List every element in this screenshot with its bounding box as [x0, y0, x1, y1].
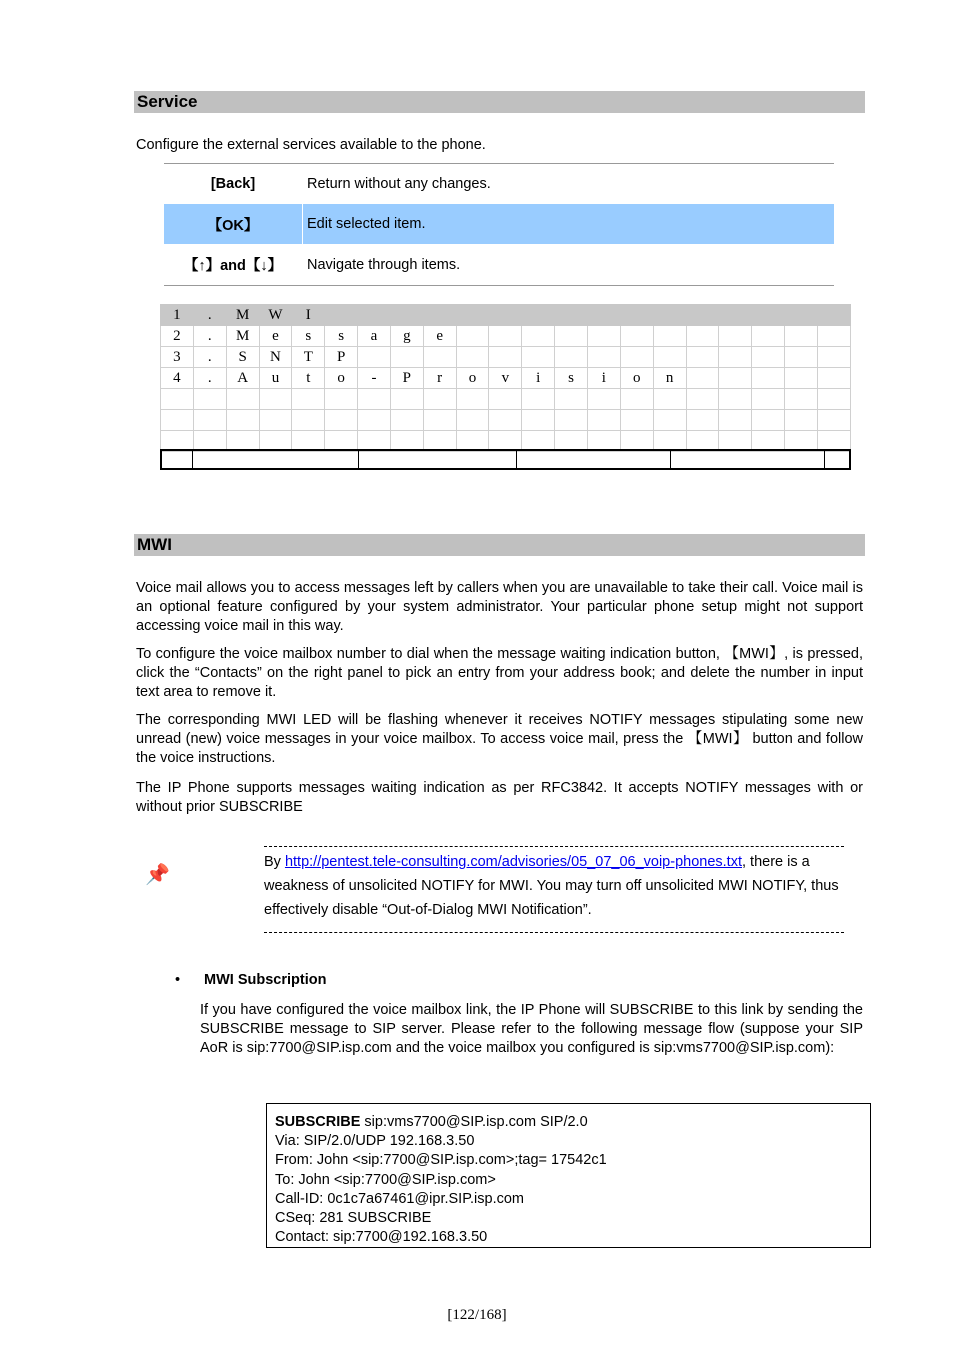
lcd-cell — [555, 389, 588, 410]
lcd-cell — [390, 305, 423, 326]
lcd-cell — [719, 347, 752, 368]
lcd-cell — [456, 326, 489, 347]
bullet-icon: • — [175, 972, 181, 988]
sip-message-box — [266, 1103, 871, 1248]
lcd-row — [161, 368, 851, 389]
lcd-cell — [161, 410, 194, 431]
advisory-link[interactable]: http://pentest.tele-consulting.com/advisories/05_07_06_voip-phones.txt — [284, 854, 742, 870]
lcd-cell — [752, 389, 785, 410]
key-back-desc: Return without any changes. — [307, 176, 491, 192]
lcd-cell — [522, 410, 555, 431]
lcd-cell — [719, 389, 752, 410]
lcd-cell: r — [423, 368, 456, 389]
key-row-navigate — [164, 244, 834, 285]
lcd-grid — [160, 304, 851, 452]
note-suffix: , there is a weakness of unsolicited NOTIFY for MWI. You may turn off unsolicited MWI NOTIFY, thus effectively disable “Out-of-Dialog MWI Notification”. — [264, 854, 839, 918]
code-line-7: Contact: sip:7700@192.168.3.50 — [275, 1229, 488, 1246]
lcd-cell — [489, 410, 522, 431]
lcd-cell: 4 — [161, 368, 194, 389]
lcd-row — [161, 326, 851, 347]
service-heading: Service — [137, 92, 198, 111]
key-table — [164, 163, 834, 286]
lcd-cell — [817, 305, 850, 326]
lcd-cell — [817, 389, 850, 410]
service-heading-bar — [134, 91, 865, 113]
lcd-cell — [193, 410, 226, 431]
lcd-cell: n — [653, 368, 686, 389]
lcd-cell — [752, 305, 785, 326]
lcd-cell: v — [489, 368, 522, 389]
lcd-cell — [686, 368, 719, 389]
lcd-cell: . — [193, 347, 226, 368]
lcd-cell — [587, 326, 620, 347]
lcd-cell — [358, 410, 391, 431]
lcd-cell — [226, 389, 259, 410]
code-line-6: CSeq: 281 SUBSCRIBE — [275, 1210, 432, 1227]
key-ok: 【OK】 — [207, 217, 259, 234]
lcd-cell: s — [292, 326, 325, 347]
lcd-cell — [686, 326, 719, 347]
lcd-cell: 3 — [161, 347, 194, 368]
lcd-cell — [686, 305, 719, 326]
lcd-cell — [653, 305, 686, 326]
lcd-cell — [193, 389, 226, 410]
lcd-cell: N — [259, 347, 292, 368]
lcd-cell — [522, 389, 555, 410]
key-row-ok — [164, 204, 834, 244]
lcd-cell: o — [325, 368, 358, 389]
lcd-cell — [653, 410, 686, 431]
lcd-cell — [325, 410, 358, 431]
lcd-cell — [390, 389, 423, 410]
lcd-cell: g — [390, 326, 423, 347]
mwi-paragraph-4: The IP Phone supports messages waiting indication as per RFC3842. It accepts NOTIFY messages with or without prior SUBSCRIBE — [136, 780, 863, 815]
lcd-cell — [456, 389, 489, 410]
lcd-cell — [752, 410, 785, 431]
lcd-cell: a — [358, 326, 391, 347]
lcd-cell — [456, 410, 489, 431]
code-line-4: To: John <sip:7700@SIP.isp.com> — [275, 1171, 496, 1188]
lcd-cell: . — [193, 368, 226, 389]
lcd-cell — [817, 326, 850, 347]
lcd-cell — [226, 410, 259, 431]
lcd-cell — [358, 389, 391, 410]
lcd-cell: T — [292, 347, 325, 368]
lcd-cell — [686, 410, 719, 431]
subscription-title: MWI Subscription — [204, 972, 327, 988]
lcd-softkey-bar — [160, 449, 851, 470]
lcd-cell: W — [259, 305, 292, 326]
lcd-cell: s — [325, 326, 358, 347]
lcd-cell — [489, 305, 522, 326]
lcd-cell: e — [423, 326, 456, 347]
lcd-cell — [752, 368, 785, 389]
key-ok-desc: Edit selected item. — [307, 216, 426, 232]
lcd-cell — [358, 347, 391, 368]
lcd-cell — [555, 305, 588, 326]
lcd-cell — [785, 368, 818, 389]
lcd-cell — [161, 389, 194, 410]
lcd-cell — [620, 326, 653, 347]
mwi-paragraph-1: Voice mail allows you to access messages left by callers when you are unavailable to take their call. Voice mail is an optional feature configured by your system administrator. Your particular phone setup might not support accessing voice mail in this way. — [136, 580, 863, 634]
lcd-cell — [785, 410, 818, 431]
lcd-cell — [292, 389, 325, 410]
lcd-cell — [817, 347, 850, 368]
lcd-cell: i — [587, 368, 620, 389]
pushpin-icon: 📌 — [145, 864, 170, 886]
lcd-cell: 1 — [161, 305, 194, 326]
lcd-cell — [653, 389, 686, 410]
lcd-cell — [719, 410, 752, 431]
lcd-cell — [752, 326, 785, 347]
lcd-cell — [325, 305, 358, 326]
lcd-cell: P — [390, 368, 423, 389]
lcd-cell — [423, 347, 456, 368]
lcd-cell — [423, 389, 456, 410]
lcd-row — [161, 305, 851, 326]
lcd-cell — [719, 368, 752, 389]
lcd-cell: I — [292, 305, 325, 326]
lcd-cell: s — [555, 368, 588, 389]
lcd-row — [161, 347, 851, 368]
lcd-cell: A — [226, 368, 259, 389]
lcd-cell — [522, 326, 555, 347]
code-method: SUBSCRIBE — [275, 1114, 361, 1130]
mwi-paragraph-2: To configure the voice mailbox number to dial when the message waiting indication button, 【MWI】, is pressed, click the “Contacts” on the right panel to pick an entry from your address book; and delete the number in input text area to remove it. — [136, 646, 863, 700]
lcd-cell — [292, 410, 325, 431]
subscription-text: If you have configured the voice mailbox link, the IP Phone will SUBSCRIBE to this link by sending the SUBSCRIBE message to SIP server. Please refer to the following message flow (suppose your SIP AoR is sip:7700@SIP.isp.com and the voice mailbox you configured is sip:vms7700@SIP.isp.com): — [200, 1002, 863, 1056]
lcd-cell — [259, 410, 292, 431]
lcd-cell — [785, 389, 818, 410]
lcd-cell — [653, 326, 686, 347]
lcd-cell: u — [259, 368, 292, 389]
lcd-cell — [752, 347, 785, 368]
lcd-cell — [390, 410, 423, 431]
key-back: [Back] — [210, 176, 256, 192]
lcd-cell — [522, 347, 555, 368]
lcd-cell: . — [193, 326, 226, 347]
lcd-cell: t — [292, 368, 325, 389]
lcd-cell — [686, 347, 719, 368]
code-line-2: Via: SIP/2.0/UDP 192.168.3.50 — [275, 1133, 475, 1150]
lcd-cell — [555, 347, 588, 368]
lcd-cell — [423, 305, 456, 326]
lcd-cell: . — [193, 305, 226, 326]
lcd-cell — [653, 347, 686, 368]
key-navigate-desc: Navigate through items. — [307, 256, 461, 273]
code-line-5: Call-ID: 0c1c7a67461@ipr.SIP.isp.com — [275, 1190, 524, 1207]
lcd-cell — [555, 326, 588, 347]
lcd-screen — [160, 304, 851, 470]
lcd-cell: M — [226, 305, 259, 326]
lcd-cell — [719, 305, 752, 326]
note-text — [264, 850, 844, 922]
lcd-cell — [456, 305, 489, 326]
lcd-cell: o — [456, 368, 489, 389]
lcd-cell — [719, 326, 752, 347]
lcd-cell — [489, 347, 522, 368]
code-line-1: SUBSCRIBE sip:vms7700@SIP.isp.com SIP/2.0 — [275, 1114, 588, 1130]
lcd-cell: M — [226, 326, 259, 347]
service-intro: Configure the external services available to the phone. — [136, 137, 486, 153]
mwi-heading-bar — [134, 534, 865, 556]
note-prefix: By — [264, 854, 285, 870]
key-row-back — [164, 164, 834, 204]
lcd-cell: e — [259, 326, 292, 347]
key-navigate: 【↑】and【↓】 — [183, 258, 283, 274]
lcd-cell — [325, 389, 358, 410]
lcd-cell — [620, 347, 653, 368]
lcd-cell — [587, 389, 620, 410]
lcd-row — [161, 410, 851, 431]
lcd-cell: - — [358, 368, 391, 389]
lcd-cell — [785, 305, 818, 326]
note-top-divider — [264, 846, 844, 847]
lcd-cell: o — [620, 368, 653, 389]
lcd-cell: 2 — [161, 326, 194, 347]
lcd-cell — [390, 347, 423, 368]
lcd-cell — [358, 305, 391, 326]
mwi-heading: MWI — [137, 535, 172, 554]
lcd-cell: i — [522, 368, 555, 389]
lcd-row — [161, 389, 851, 410]
note-bottom-divider — [264, 932, 844, 933]
lcd-cell — [785, 326, 818, 347]
lcd-cell — [489, 389, 522, 410]
lcd-cell — [785, 347, 818, 368]
lcd-cell: P — [325, 347, 358, 368]
lcd-cell — [456, 347, 489, 368]
lcd-cell — [587, 410, 620, 431]
lcd-cell: S — [226, 347, 259, 368]
lcd-cell — [817, 410, 850, 431]
code-line-3: From: John <sip:7700@SIP.isp.com>;tag= 17542c1 — [275, 1152, 607, 1169]
lcd-cell — [587, 305, 620, 326]
lcd-cell — [489, 326, 522, 347]
page-number: [122/168] — [447, 1307, 507, 1323]
lcd-cell — [522, 305, 555, 326]
lcd-cell — [423, 410, 456, 431]
mwi-paragraph-3: The corresponding MWI LED will be flashing whenever it receives NOTIFY messages stipulating some new unread (new) voice messages in your voice mailbox. To access voice mail, press the 【MWI】 button and follow the voice instructions. — [136, 712, 863, 766]
lcd-cell — [620, 410, 653, 431]
lcd-cell — [259, 389, 292, 410]
lcd-cell — [686, 389, 719, 410]
lcd-cell — [555, 410, 588, 431]
lcd-cell — [620, 305, 653, 326]
lcd-cell — [587, 347, 620, 368]
lcd-cell — [620, 389, 653, 410]
lcd-cell — [817, 368, 850, 389]
